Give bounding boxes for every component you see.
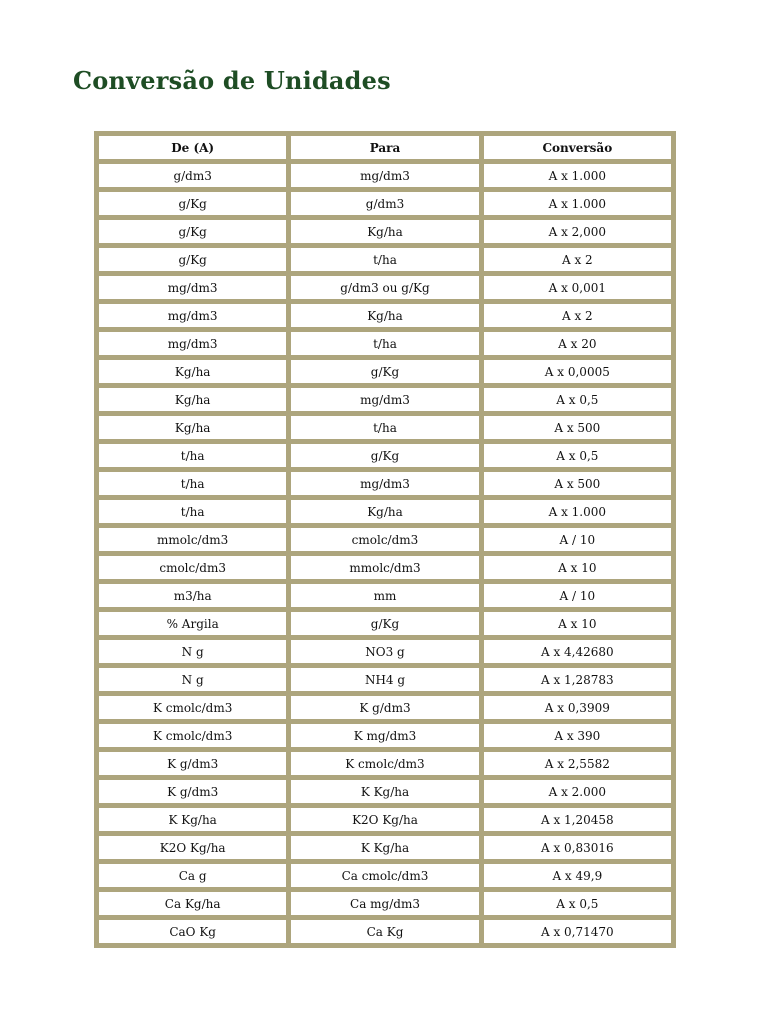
cell-to: Kg/ha [291, 500, 478, 523]
cell-to: g/Kg [291, 360, 478, 383]
cell-to: cmolc/dm3 [291, 528, 478, 551]
cell-to: t/ha [291, 248, 478, 271]
cell-from: CaO Kg [99, 920, 286, 943]
cell-conversion: A x 20 [484, 332, 671, 355]
table-row [99, 388, 671, 411]
header-conversion: Conversão [484, 136, 671, 159]
cell-conversion: A x 390 [484, 724, 671, 747]
table-row [99, 192, 671, 215]
cell-conversion: A x 4,42680 [484, 640, 671, 663]
table-row [99, 556, 671, 579]
cell-from: mmolc/dm3 [99, 528, 286, 551]
cell-to: mg/dm3 [291, 164, 478, 187]
table-row [99, 472, 671, 495]
cell-from: Ca Kg/ha [99, 892, 286, 915]
cell-conversion: A x 2,5582 [484, 752, 671, 775]
cell-from: g/Kg [99, 192, 286, 215]
cell-to: K Kg/ha [291, 780, 478, 803]
cell-to: g/dm3 [291, 192, 478, 215]
table-row [99, 444, 671, 467]
cell-to: Kg/ha [291, 220, 478, 243]
cell-from: K Kg/ha [99, 808, 286, 831]
cell-from: g/Kg [99, 248, 286, 271]
table-row [99, 304, 671, 327]
table-row [99, 696, 671, 719]
cell-from: K cmolc/dm3 [99, 696, 286, 719]
cell-conversion: A x 0,71470 [484, 920, 671, 943]
cell-from: t/ha [99, 472, 286, 495]
cell-conversion: A / 10 [484, 584, 671, 607]
cell-conversion: A x 1,28783 [484, 668, 671, 691]
cell-conversion: A x 0,3909 [484, 696, 671, 719]
table-row [99, 332, 671, 355]
table-row [99, 276, 671, 299]
cell-conversion: A x 0,0005 [484, 360, 671, 383]
cell-from: K g/dm3 [99, 780, 286, 803]
cell-from: g/dm3 [99, 164, 286, 187]
table-row [99, 892, 671, 915]
table-row [99, 640, 671, 663]
table-body [99, 164, 671, 943]
table-row [99, 360, 671, 383]
cell-from: m3/ha [99, 584, 286, 607]
table-row [99, 864, 671, 887]
table-row [99, 752, 671, 775]
cell-to: t/ha [291, 332, 478, 355]
table-row [99, 220, 671, 243]
cell-from: Kg/ha [99, 388, 286, 411]
cell-to: Kg/ha [291, 304, 478, 327]
cell-conversion: A x 2.000 [484, 780, 671, 803]
table-row [99, 584, 671, 607]
cell-conversion: A x 1,20458 [484, 808, 671, 831]
cell-to: K Kg/ha [291, 836, 478, 859]
page-title: Conversão de Unidades [73, 66, 391, 95]
conversion-table-container [94, 131, 676, 948]
cell-to: Ca cmolc/dm3 [291, 864, 478, 887]
cell-conversion: A x 1.000 [484, 192, 671, 215]
cell-from: K cmolc/dm3 [99, 724, 286, 747]
table-row [99, 808, 671, 831]
table-row [99, 668, 671, 691]
cell-to: g/dm3 ou g/Kg [291, 276, 478, 299]
cell-to: NH4 g [291, 668, 478, 691]
cell-conversion: A x 10 [484, 612, 671, 635]
cell-to: g/Kg [291, 612, 478, 635]
cell-from: K g/dm3 [99, 752, 286, 775]
table-header-row [99, 136, 671, 159]
cell-conversion: A x 49,9 [484, 864, 671, 887]
cell-from: K2O Kg/ha [99, 836, 286, 859]
table-row [99, 836, 671, 859]
cell-conversion: A x 2 [484, 304, 671, 327]
table-row [99, 528, 671, 551]
cell-conversion: A x 500 [484, 416, 671, 439]
cell-to: mm [291, 584, 478, 607]
cell-to: mmolc/dm3 [291, 556, 478, 579]
conversion-table [94, 131, 676, 948]
cell-to: g/Kg [291, 444, 478, 467]
cell-to: K g/dm3 [291, 696, 478, 719]
cell-to: Ca Kg [291, 920, 478, 943]
cell-from: Kg/ha [99, 416, 286, 439]
cell-from: g/Kg [99, 220, 286, 243]
table-row [99, 248, 671, 271]
cell-to: mg/dm3 [291, 388, 478, 411]
cell-conversion: A x 10 [484, 556, 671, 579]
cell-from: N g [99, 668, 286, 691]
cell-conversion: A x 0,83016 [484, 836, 671, 859]
cell-conversion: A x 1.000 [484, 164, 671, 187]
cell-to: K cmolc/dm3 [291, 752, 478, 775]
table-row [99, 164, 671, 187]
cell-conversion: A x 0,001 [484, 276, 671, 299]
cell-from: % Argila [99, 612, 286, 635]
cell-from: mg/dm3 [99, 276, 286, 299]
cell-from: Kg/ha [99, 360, 286, 383]
cell-from: mg/dm3 [99, 304, 286, 327]
cell-from: Ca g [99, 864, 286, 887]
cell-to: K mg/dm3 [291, 724, 478, 747]
cell-to: NO3 g [291, 640, 478, 663]
table-row [99, 920, 671, 943]
cell-from: N g [99, 640, 286, 663]
header-to: Para [291, 136, 478, 159]
cell-from: t/ha [99, 500, 286, 523]
cell-conversion: A x 2,000 [484, 220, 671, 243]
cell-conversion: A / 10 [484, 528, 671, 551]
cell-conversion: A x 2 [484, 248, 671, 271]
cell-from: cmolc/dm3 [99, 556, 286, 579]
cell-conversion: A x 0,5 [484, 388, 671, 411]
cell-from: mg/dm3 [99, 332, 286, 355]
cell-to: Ca mg/dm3 [291, 892, 478, 915]
cell-to: mg/dm3 [291, 472, 478, 495]
cell-conversion: A x 500 [484, 472, 671, 495]
cell-conversion: A x 1.000 [484, 500, 671, 523]
cell-to: t/ha [291, 416, 478, 439]
cell-from: t/ha [99, 444, 286, 467]
header-from: De (A) [99, 136, 286, 159]
cell-to: K2O Kg/ha [291, 808, 478, 831]
table-row [99, 780, 671, 803]
table-row [99, 724, 671, 747]
cell-conversion: A x 0,5 [484, 444, 671, 467]
table-row [99, 416, 671, 439]
cell-conversion: A x 0,5 [484, 892, 671, 915]
table-row [99, 500, 671, 523]
table-row [99, 612, 671, 635]
